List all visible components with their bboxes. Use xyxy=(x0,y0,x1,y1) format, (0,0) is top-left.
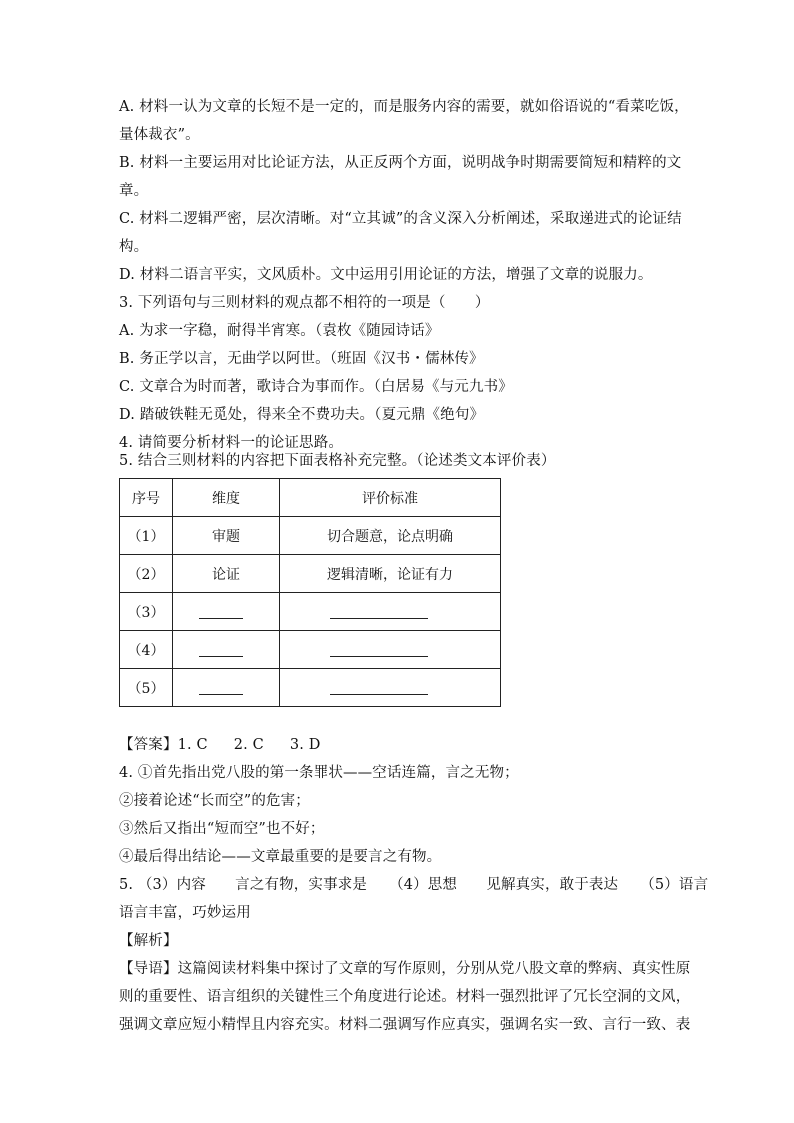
option-a-line2: 量体裁衣”。 xyxy=(119,127,200,143)
question-3-option-a: A. 为求一字稳，耐得半宵寒。（袁枚《随园诗话》 xyxy=(119,323,440,339)
table-cell: 切合题意，论点明确 xyxy=(280,517,501,555)
table-row xyxy=(120,555,501,593)
blank-cell xyxy=(280,669,501,707)
blank-cell xyxy=(173,669,280,707)
option-a-line1: A. 材料一认为文章的长短不是一定的，而是服务内容的需要，就如俗语说的“看菜吃饭， xyxy=(119,99,689,115)
table-row xyxy=(120,517,501,555)
table-row xyxy=(120,593,501,631)
question-3-option-b: B. 务正学以言，无曲学以阿世。（班固《汉书・儒林传》 xyxy=(119,351,484,367)
option-b-line2: 章。 xyxy=(119,183,149,199)
table-row xyxy=(120,631,501,669)
fill-in-blank xyxy=(330,642,428,657)
table-cell: 审题 xyxy=(173,517,280,555)
guide-line2: 则的重要性、语言组织的关键性三个角度进行论述。材料一强烈批评了冗长空洞的文风， xyxy=(119,989,691,1005)
table-cell: （5） xyxy=(120,669,173,707)
fill-in-blank xyxy=(330,680,428,695)
answer-5-line1: 5. （3）内容 言之有物，实事求是 （4）思想 见解真实，敢于表达 （5）语言 xyxy=(119,877,709,893)
question-3-stem: 3. 下列语句与三则材料的观点都不相符的一项是（ ） xyxy=(119,295,490,311)
question-3-option-d: D. 踏破铁鞋无觅处，得来全不费功夫。（夏元鼎《绝句》 xyxy=(119,407,485,423)
option-c-line1: C. 材料二逻辑严密，层次清晰。对“立其诚”的含义深入分析阐述，采取递进式的论证结 xyxy=(119,211,682,227)
answer-5-line2: 语言丰富，巧妙运用 xyxy=(119,905,251,921)
fill-in-blank xyxy=(330,604,428,619)
table-row xyxy=(120,669,501,707)
blank-cell xyxy=(173,631,280,669)
table-header-cell: 评价标准 xyxy=(280,479,501,517)
answer-4-step2: ②接着论述“长而空”的危害； xyxy=(119,793,310,809)
option-d-line1: D. 材料二语言平实，文风质朴。文中运用引用论证的方法，增强了文章的说服力。 xyxy=(119,267,653,283)
table-cell: 论证 xyxy=(173,555,280,593)
answer-label: 【答案】 xyxy=(119,737,178,753)
guide-line3: 强调文章应短小精悍且内容充实。材料二强调写作应真实，强调名实一致、言行一致、表 xyxy=(119,1017,691,1033)
question-5-stem: 5. 结合三则材料的内容把下面表格补充完整。（论述类文本评价表） xyxy=(119,453,556,469)
guide-label: 【导语】 xyxy=(119,961,178,977)
option-b-line1: B. 材料一主要运用对比论证方法，从正反两个方面，说明战争时期需要简短和精粹的文 xyxy=(119,155,682,171)
table-header-row xyxy=(120,479,501,517)
blank-cell xyxy=(173,593,280,631)
table-cell: 逻辑清晰，论证有力 xyxy=(280,555,501,593)
answer-2: 2. C xyxy=(233,737,264,753)
evaluation-table xyxy=(119,478,501,707)
table-cell: （3） xyxy=(120,593,173,631)
table-header-cell: 序号 xyxy=(120,479,173,517)
answer-4-step1: 4. ①首先指出党八股的第一条罪状——空话连篇，言之无物； xyxy=(119,765,519,781)
answer-4-step3: ③然后又指出“短而空”也不好； xyxy=(119,821,325,837)
answer-line xyxy=(119,735,679,755)
answer-1: 1. C xyxy=(177,737,208,753)
table-cell: （1） xyxy=(120,517,173,555)
option-c-line2: 构。 xyxy=(119,239,149,255)
table-cell: （2） xyxy=(120,555,173,593)
answer-4-step4: ④最后得出结论——文章最重要的是要言之有物。 xyxy=(119,849,442,865)
fill-in-blank xyxy=(199,604,243,619)
blank-cell xyxy=(280,593,501,631)
question-4-stem: 4. 请简要分析材料一的论证思路。 xyxy=(119,435,343,451)
table-header-cell: 维度 xyxy=(173,479,280,517)
table-cell: （4） xyxy=(120,631,173,669)
fill-in-blank xyxy=(199,680,243,695)
analysis-label: 【解析】 xyxy=(119,933,178,949)
answer-3: 3. D xyxy=(289,737,321,753)
question-3-option-c: C. 文章合为时而著，歌诗合为事而作。（白居易《与元九书》 xyxy=(119,379,513,395)
guide-text: 这篇阅读材料集中探讨了文章的写作原则，分别从党八股文章的弊病、真实性原 xyxy=(177,961,691,977)
guide-line1 xyxy=(119,959,691,979)
fill-in-blank xyxy=(199,642,243,657)
blank-cell xyxy=(280,631,501,669)
